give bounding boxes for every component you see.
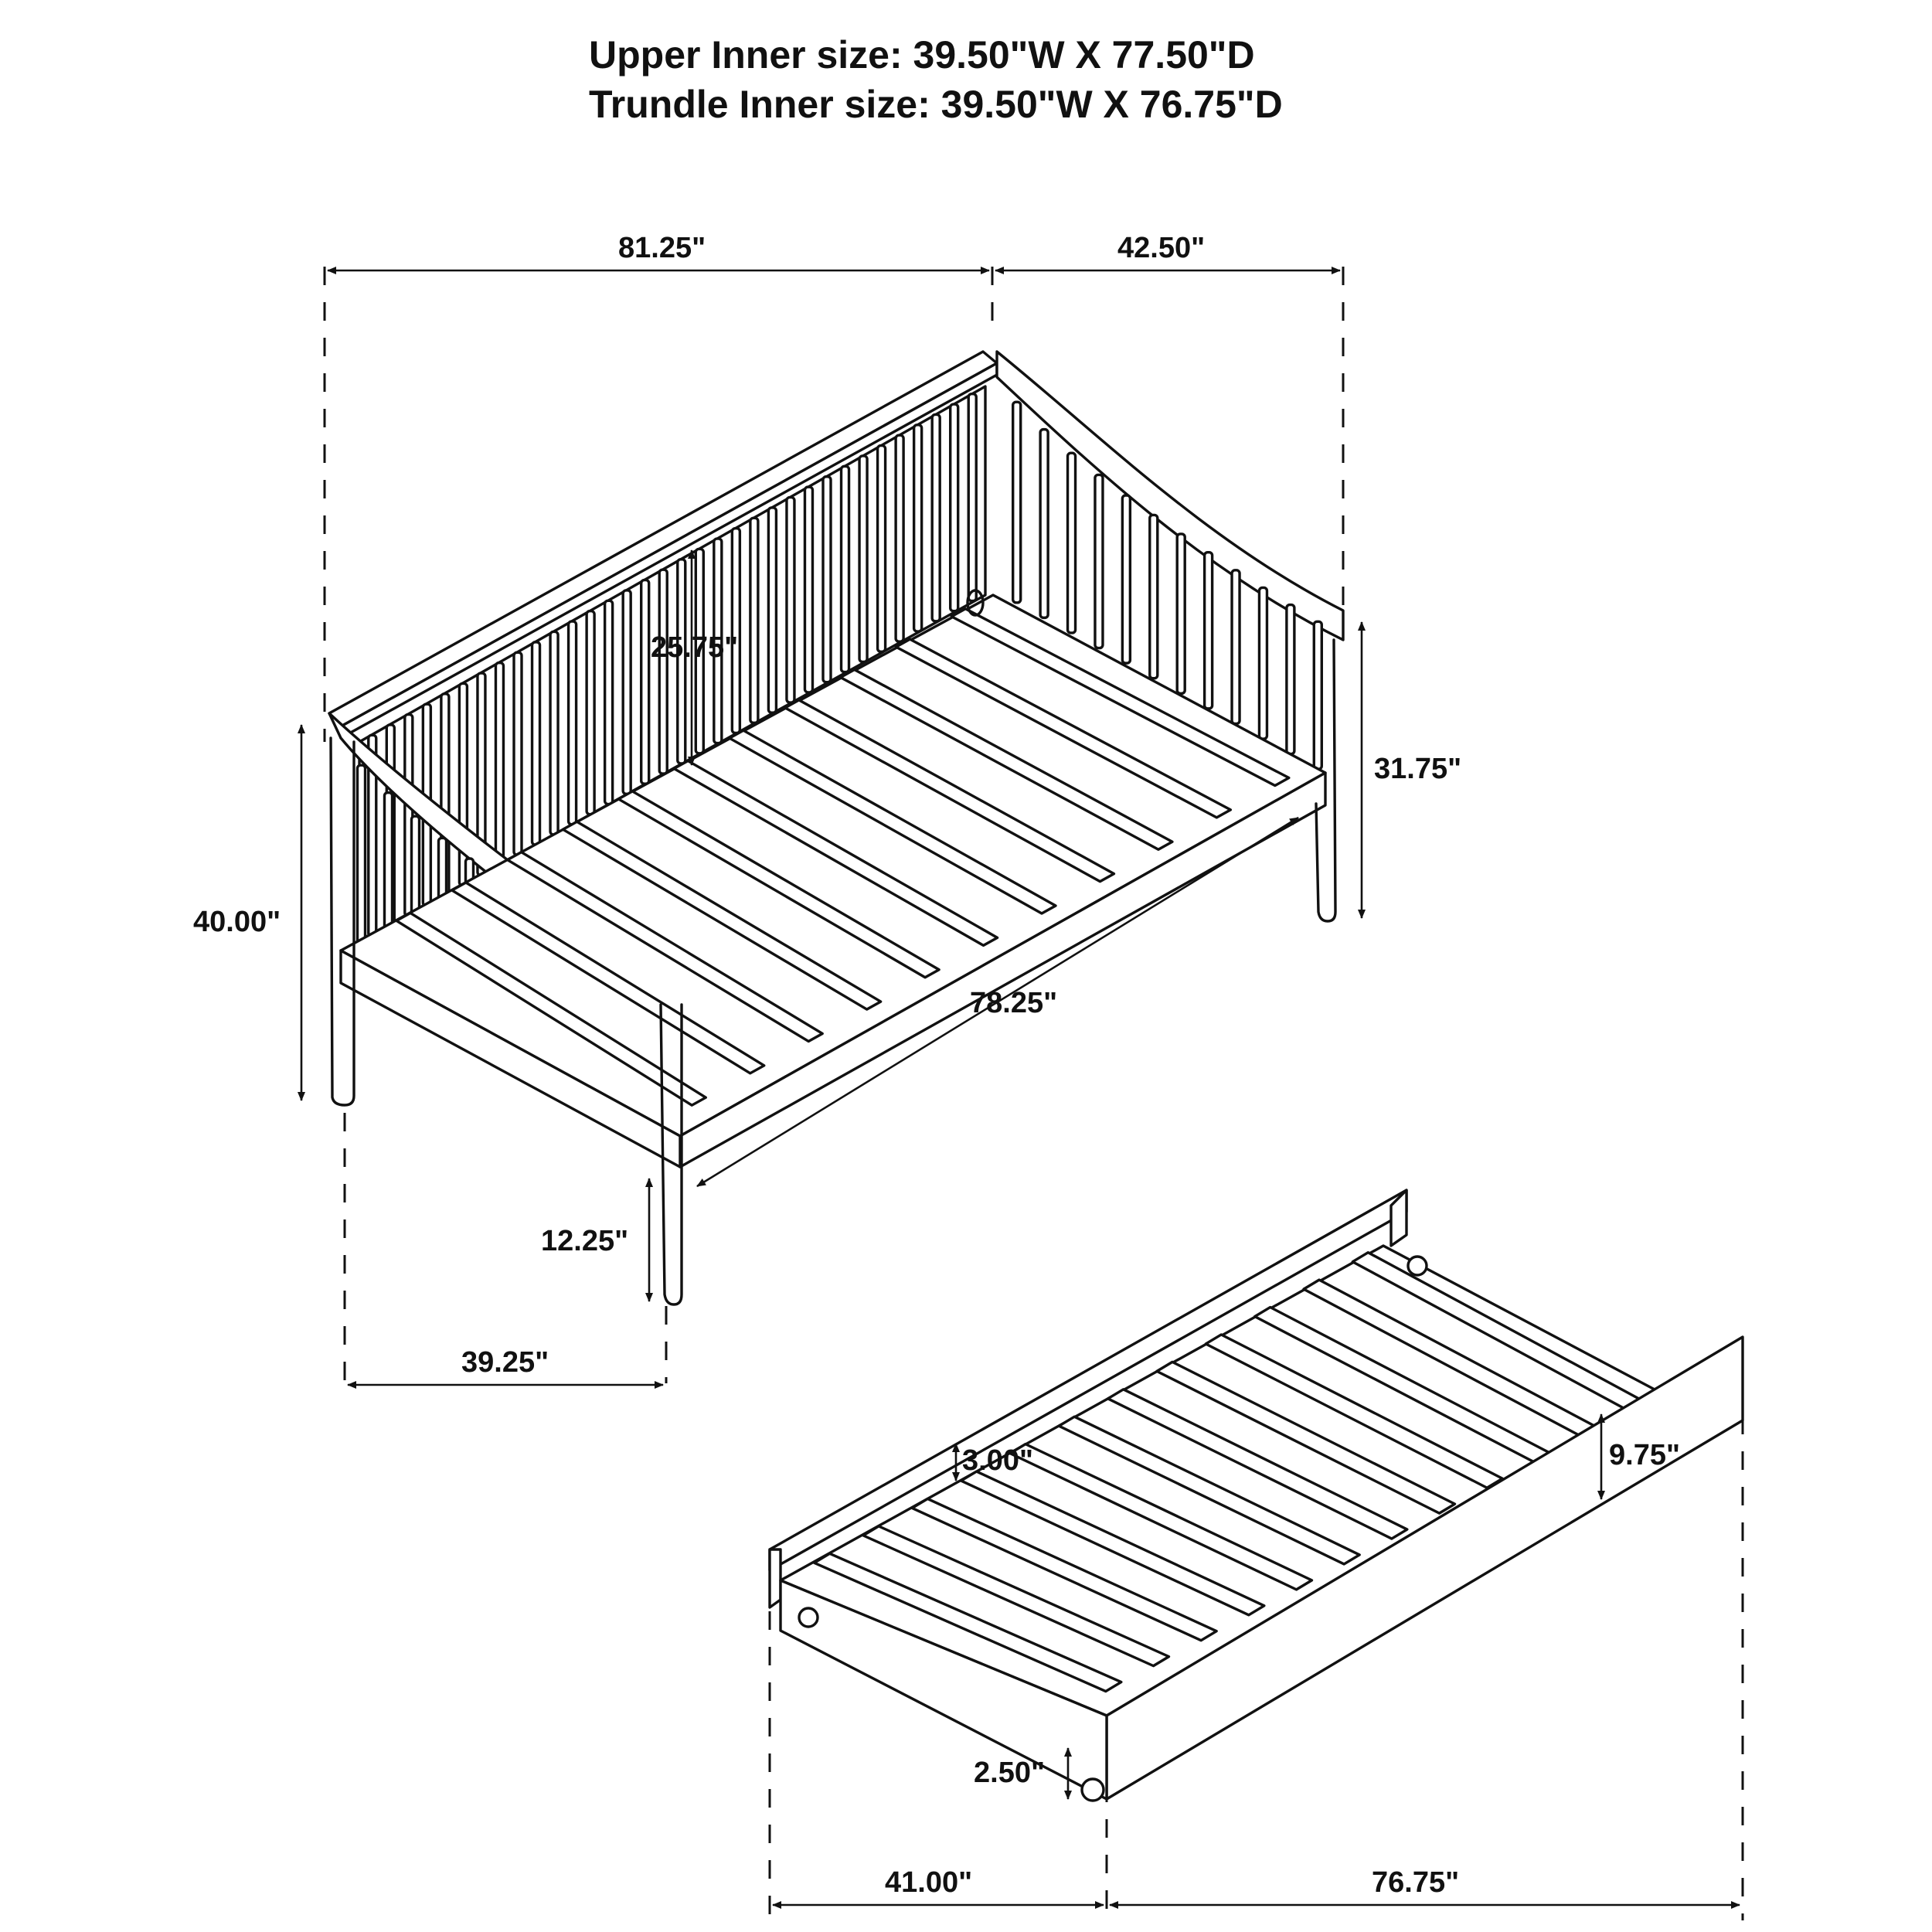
- left-arm-slat: [358, 765, 366, 960]
- back-slat: [495, 663, 503, 866]
- right-arm-slat: [1232, 570, 1240, 724]
- back-slat: [641, 580, 649, 784]
- daybed-overall-height: 40.00": [193, 906, 281, 938]
- trundle-width: 41.00": [885, 1866, 973, 1899]
- back-slat: [842, 466, 849, 672]
- daybed-leg-clearance: 12.25": [541, 1225, 629, 1257]
- back-slat: [623, 590, 631, 794]
- right-arm-slat: [1095, 474, 1103, 648]
- right-arm-slat: [1040, 430, 1048, 618]
- back-slat: [932, 414, 940, 621]
- daybed-overall-depth: 42.50": [1117, 232, 1206, 264]
- back-slat: [750, 518, 758, 723]
- back-slat: [787, 498, 794, 703]
- back-slat: [823, 477, 831, 682]
- daybed-rail-length: 78.25": [970, 987, 1058, 1019]
- back-slat: [768, 508, 776, 713]
- right-arm-slat: [1287, 605, 1294, 754]
- daybed-back-height: 25.75": [651, 631, 739, 664]
- right-arm-slat: [1150, 515, 1158, 678]
- trundle-side-height: 3.00": [962, 1444, 1033, 1477]
- daybed-front-width: 39.25": [461, 1346, 549, 1379]
- back-slat: [951, 404, 958, 611]
- back-slat: [532, 642, 540, 845]
- back-slat: [896, 435, 903, 641]
- right-arm-slat: [1122, 495, 1130, 663]
- back-slat: [659, 570, 667, 774]
- trundle-length: 76.75": [1372, 1866, 1460, 1899]
- back-slat: [550, 631, 558, 834]
- right-arm-slat: [1177, 534, 1185, 693]
- back-slat: [968, 394, 976, 601]
- back-slat: [914, 425, 922, 631]
- trundle-wheel-clearance: 2.50": [974, 1757, 1045, 1789]
- right-arm-slat: [1259, 587, 1267, 739]
- right-arm-slat: [1013, 402, 1021, 603]
- back-slat: [605, 600, 613, 804]
- trundle-illustration: [770, 1190, 1743, 1920]
- daybed-overall-length: 81.25": [618, 232, 706, 264]
- right-arm-slat: [1314, 621, 1321, 769]
- trundle-inner-size-label: Trundle Inner size: 39.50"W X 76.75"D: [589, 83, 1283, 126]
- daybed-illustration: [325, 267, 1343, 1383]
- right-arm-slat: [1068, 453, 1076, 633]
- back-slat: [587, 611, 594, 815]
- back-slat: [859, 456, 867, 662]
- back-slat: [878, 446, 886, 652]
- right-arm-slat: [1205, 553, 1213, 709]
- back-slat: [514, 652, 522, 855]
- back-slat: [804, 487, 812, 692]
- back-slat: [569, 621, 577, 825]
- upper-inner-size-label: Upper Inner size: 39.50"W X 77.50"D: [589, 33, 1255, 77]
- trundle-overall-height: 9.75": [1609, 1439, 1680, 1471]
- daybed-arm-height: 31.75": [1374, 753, 1462, 785]
